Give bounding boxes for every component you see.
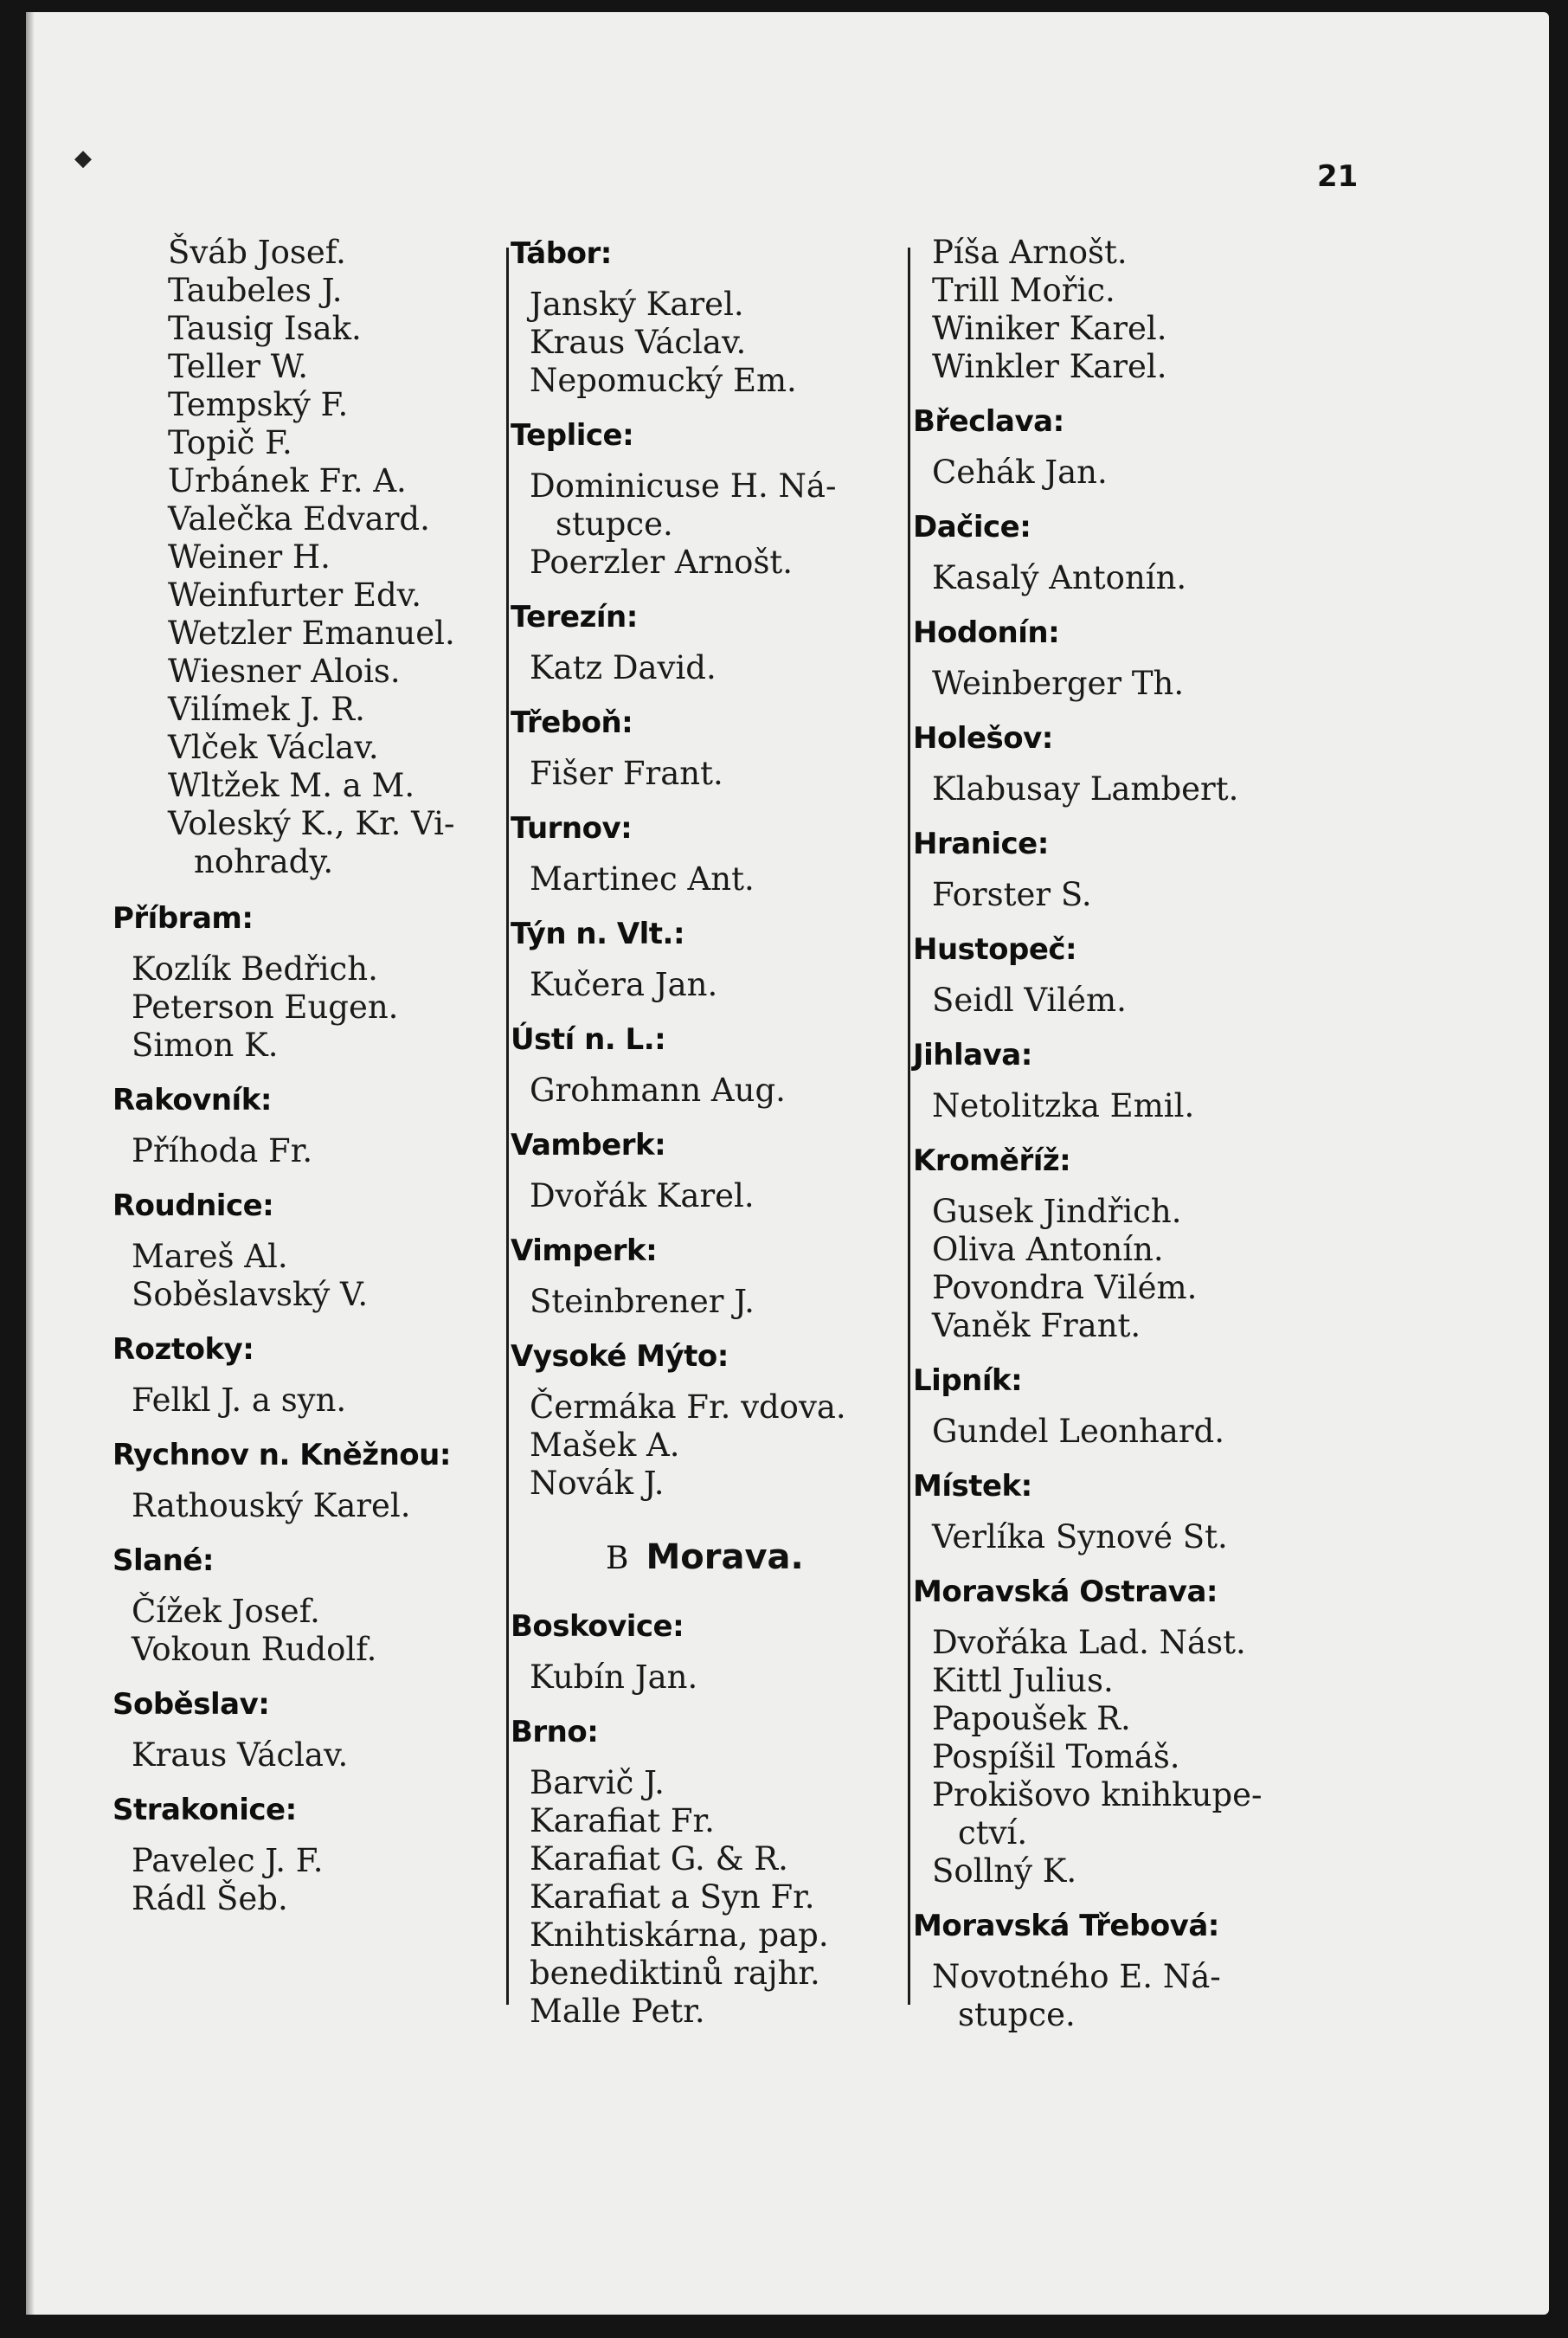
entry: Dvořáka Lad. Nást. bbox=[932, 1624, 1246, 1661]
entry: stupce. bbox=[958, 1996, 1076, 2033]
place-group bbox=[913, 1906, 1328, 2034]
place-group bbox=[913, 1141, 1328, 1345]
place-heading: Třeboň: bbox=[511, 705, 633, 740]
entry: Netolitzka Emil. bbox=[932, 1087, 1195, 1124]
entry: Novotného E. Ná- bbox=[932, 1958, 1221, 1995]
entry: Verlíka Synové St. bbox=[932, 1518, 1228, 1555]
place-heading: Jihlava: bbox=[913, 1038, 1032, 1072]
entry: Vaněk Frant. bbox=[932, 1307, 1141, 1344]
entry: Winiker Karel. bbox=[932, 310, 1167, 347]
entry: ctví. bbox=[958, 1814, 1028, 1852]
entry-list bbox=[511, 1764, 917, 2031]
entry: Dvořák Karel. bbox=[530, 1177, 755, 1214]
entry: Kraus Václav. bbox=[132, 1736, 349, 1774]
group-list bbox=[511, 234, 917, 1503]
entry: Prokišovo knihkupe- bbox=[932, 1776, 1263, 1813]
place-heading: Hodonín: bbox=[913, 615, 1060, 650]
place-group bbox=[913, 930, 1328, 1020]
margin-mark-icon: ◆ bbox=[74, 145, 92, 171]
entry: Tempský F. bbox=[168, 386, 349, 423]
place-group bbox=[913, 1466, 1328, 1556]
entry: Mašek A. bbox=[530, 1427, 680, 1464]
entry: Valečka Edvard. bbox=[168, 500, 430, 538]
place-heading: Kroměříž: bbox=[913, 1143, 1071, 1178]
place-group bbox=[112, 1435, 519, 1525]
entry: Karafiat Fr. bbox=[530, 1802, 715, 1839]
entry: Weiner H. bbox=[168, 538, 331, 576]
page-number: 21 bbox=[1317, 159, 1359, 194]
entry: Malle Petr. bbox=[530, 1993, 705, 2030]
place-heading: Lipník: bbox=[913, 1363, 1023, 1398]
entry-list bbox=[511, 1658, 917, 1697]
place-group bbox=[913, 824, 1328, 914]
place-group bbox=[511, 703, 917, 793]
place-group bbox=[112, 1080, 519, 1170]
entry: Katz David. bbox=[530, 649, 717, 686]
place-heading: Roztoky: bbox=[112, 1332, 254, 1367]
entry-list bbox=[112, 1487, 519, 1525]
entry: Mareš Al. bbox=[132, 1238, 288, 1275]
entry: Tausig Isak. bbox=[168, 310, 362, 347]
place-group bbox=[511, 1020, 917, 1110]
group-list bbox=[112, 898, 519, 1918]
entry-list bbox=[913, 1624, 1328, 1890]
place-heading: Ústí n. L.: bbox=[511, 1022, 666, 1057]
place-group bbox=[511, 808, 917, 898]
place-group bbox=[511, 234, 917, 400]
place-heading: Strakonice: bbox=[112, 1793, 297, 1827]
entry-list bbox=[112, 1593, 519, 1669]
place-heading: Holešov: bbox=[913, 721, 1053, 756]
entry-list bbox=[913, 665, 1328, 703]
entry-list bbox=[112, 1132, 519, 1170]
entry: Poerzler Arnošt. bbox=[530, 544, 794, 581]
place-heading: Rychnov n. Kněžnou: bbox=[112, 1438, 451, 1472]
section-title bbox=[606, 1536, 917, 1581]
entry: benediktinů rajhr. bbox=[530, 1955, 820, 1992]
entry: Vilímek J. R. bbox=[168, 691, 365, 728]
entry: Voleský K., Kr. Vi- bbox=[168, 805, 455, 842]
entry-list bbox=[112, 950, 519, 1065]
entry: Příhoda Fr. bbox=[132, 1132, 313, 1169]
entry-list bbox=[511, 1072, 917, 1110]
place-heading: Vamberk: bbox=[511, 1128, 666, 1163]
entry: Povondra Vilém. bbox=[932, 1269, 1198, 1306]
column-2 bbox=[511, 234, 917, 2031]
place-group bbox=[913, 1572, 1328, 1890]
place-heading: Dačice: bbox=[913, 510, 1031, 544]
entry: Pavelec J. F. bbox=[132, 1842, 324, 1879]
entry: Nepomucký Em. bbox=[530, 362, 797, 399]
entry-list bbox=[913, 1958, 1328, 2034]
place-heading: Turnov: bbox=[511, 811, 633, 846]
entry: nohrady. bbox=[194, 843, 334, 880]
entry: Topič F. bbox=[168, 424, 292, 461]
place-group bbox=[112, 1684, 519, 1774]
entry-list bbox=[112, 234, 519, 881]
group-list bbox=[511, 1607, 917, 2031]
group-list bbox=[913, 402, 1328, 2034]
entry-list bbox=[112, 1842, 519, 1918]
entry: Novák J. bbox=[530, 1465, 665, 1502]
entry: Urbánek Fr. A. bbox=[168, 462, 407, 499]
section-name: Morava. bbox=[646, 1537, 804, 1577]
entry: Kučera Jan. bbox=[530, 966, 718, 1003]
entry: Oliva Antonín. bbox=[932, 1231, 1164, 1268]
entry: Fišer Frant. bbox=[530, 755, 723, 792]
entry: Vlček Václav. bbox=[168, 729, 379, 766]
entry-list bbox=[112, 1382, 519, 1420]
section-letter: B bbox=[606, 1541, 629, 1576]
place-group bbox=[913, 1361, 1328, 1451]
place-heading: Rakovník: bbox=[112, 1083, 272, 1117]
entry-list bbox=[913, 1193, 1328, 1345]
entry-list bbox=[511, 649, 917, 687]
entry: Winkler Karel. bbox=[932, 348, 1167, 385]
entry-list bbox=[511, 1283, 917, 1321]
place-group bbox=[913, 1035, 1328, 1125]
entry: Teller W. bbox=[168, 348, 309, 385]
place-heading: Hranice: bbox=[913, 827, 1049, 861]
place-heading: Týn n. Vlt.: bbox=[511, 917, 685, 951]
place-group bbox=[511, 1336, 917, 1503]
page-edge-shadow bbox=[26, 12, 35, 2315]
entry-list bbox=[913, 1087, 1328, 1125]
place-group bbox=[913, 507, 1328, 597]
entry-list bbox=[112, 1238, 519, 1314]
entry: Pospíšil Tomáš. bbox=[932, 1738, 1180, 1775]
place-heading: Vimperk: bbox=[511, 1233, 658, 1268]
entry: Wltžek M. a M. bbox=[168, 767, 415, 804]
column-3 bbox=[913, 234, 1328, 2034]
entry: Karafiat a Syn Fr. bbox=[530, 1878, 815, 1916]
place-heading: Místek: bbox=[913, 1469, 1032, 1504]
place-heading: Boskovice: bbox=[511, 1609, 684, 1644]
place-group bbox=[511, 914, 917, 1004]
entry: Vokoun Rudolf. bbox=[132, 1631, 377, 1668]
place-group bbox=[511, 415, 917, 582]
entry: Grohmann Aug. bbox=[530, 1072, 786, 1109]
entry-list bbox=[511, 467, 917, 582]
column-1 bbox=[112, 234, 519, 1918]
entry: Steinbrener J. bbox=[530, 1283, 755, 1320]
entry: Taubeles J. bbox=[168, 272, 343, 309]
entry-list bbox=[511, 1388, 917, 1503]
entry: Rádl Šeb. bbox=[132, 1880, 288, 1917]
place-heading: Brno: bbox=[511, 1715, 599, 1749]
entry: Knihtiskárna, pap. bbox=[530, 1916, 829, 1954]
entry: Kasalý Antonín. bbox=[932, 559, 1187, 596]
entry: Dominicuse H. Ná- bbox=[530, 467, 837, 505]
entry: Gundel Leonhard. bbox=[932, 1413, 1224, 1450]
entry: Peterson Eugen. bbox=[132, 989, 399, 1026]
entry-list bbox=[112, 1736, 519, 1774]
entry: Čížek Josef. bbox=[132, 1593, 320, 1630]
entry: Kubín Jan. bbox=[530, 1658, 698, 1696]
entry: Rathouský Karel. bbox=[132, 1487, 411, 1524]
entry: Šváb Josef. bbox=[168, 234, 346, 271]
entry: Sollný K. bbox=[932, 1852, 1077, 1890]
place-heading: Soběslav: bbox=[112, 1687, 270, 1722]
place-heading: Moravská Ostrava: bbox=[913, 1575, 1218, 1609]
place-group bbox=[511, 1712, 917, 2031]
entry: Píša Arnošt. bbox=[932, 234, 1128, 271]
entry: Felkl J. a syn. bbox=[132, 1382, 347, 1419]
place-group bbox=[112, 898, 519, 1065]
entry-list bbox=[913, 559, 1328, 597]
place-group bbox=[112, 1330, 519, 1420]
entry: Weinberger Th. bbox=[932, 665, 1185, 702]
place-heading: Roudnice: bbox=[112, 1188, 274, 1223]
place-group bbox=[511, 1607, 917, 1697]
place-heading: Slané: bbox=[112, 1543, 214, 1578]
entry: Čermáka Fr. vdova. bbox=[530, 1388, 846, 1426]
place-group bbox=[511, 1231, 917, 1321]
entry: Karafiat G. & R. bbox=[530, 1840, 788, 1877]
entry: Papoušek R. bbox=[932, 1700, 1131, 1737]
entry-list bbox=[511, 286, 917, 400]
entry-list bbox=[913, 1518, 1328, 1556]
place-group bbox=[511, 1125, 917, 1215]
entry: Klabusay Lambert. bbox=[932, 770, 1239, 808]
entry: Simon K. bbox=[132, 1027, 279, 1064]
entry-list bbox=[913, 982, 1328, 1020]
entry: Kozlík Bedřich. bbox=[132, 950, 378, 988]
entry-list bbox=[913, 1413, 1328, 1451]
entry: Weinfurter Edv. bbox=[168, 576, 421, 614]
entry: Janský Karel. bbox=[530, 286, 744, 323]
entry-list bbox=[511, 860, 917, 898]
place-group bbox=[112, 1541, 519, 1669]
entry: Barvič J. bbox=[530, 1764, 665, 1801]
entry-list bbox=[913, 770, 1328, 808]
entry: Forster S. bbox=[932, 876, 1092, 913]
place-group bbox=[112, 1790, 519, 1918]
place-heading: Tábor: bbox=[511, 236, 612, 271]
entry-list bbox=[511, 1177, 917, 1215]
place-heading: Příbram: bbox=[112, 901, 254, 936]
entry: Soběslavský V. bbox=[132, 1276, 369, 1313]
place-group bbox=[913, 402, 1328, 492]
entry: Trill Mořic. bbox=[932, 272, 1115, 309]
entry: Seidl Vilém. bbox=[932, 982, 1127, 1019]
entry-list bbox=[913, 234, 1328, 386]
place-heading: Hustopeč: bbox=[913, 932, 1077, 967]
entry-list bbox=[913, 876, 1328, 914]
entry: Wetzler Emanuel. bbox=[168, 615, 455, 652]
entry: Cehák Jan. bbox=[932, 454, 1108, 491]
entry-list bbox=[511, 755, 917, 793]
place-group bbox=[511, 597, 917, 687]
place-heading: Terezín: bbox=[511, 600, 638, 634]
entry: Martinec Ant. bbox=[530, 860, 755, 898]
place-heading: Břeclava: bbox=[913, 404, 1064, 439]
entry: Wiesner Alois. bbox=[168, 653, 401, 690]
entry-list bbox=[913, 454, 1328, 492]
entry: Gusek Jindřich. bbox=[932, 1193, 1182, 1230]
entry: Kittl Julius. bbox=[932, 1662, 1114, 1699]
place-heading: Vysoké Mýto: bbox=[511, 1339, 729, 1374]
place-heading: Teplice: bbox=[511, 418, 634, 453]
place-group bbox=[913, 718, 1328, 808]
place-group bbox=[112, 1186, 519, 1314]
entry: stupce. bbox=[556, 506, 673, 543]
place-group bbox=[913, 613, 1328, 703]
entry: Kraus Václav. bbox=[530, 324, 747, 361]
entry-list bbox=[511, 966, 917, 1004]
place-heading: Moravská Třebová: bbox=[913, 1909, 1219, 1943]
